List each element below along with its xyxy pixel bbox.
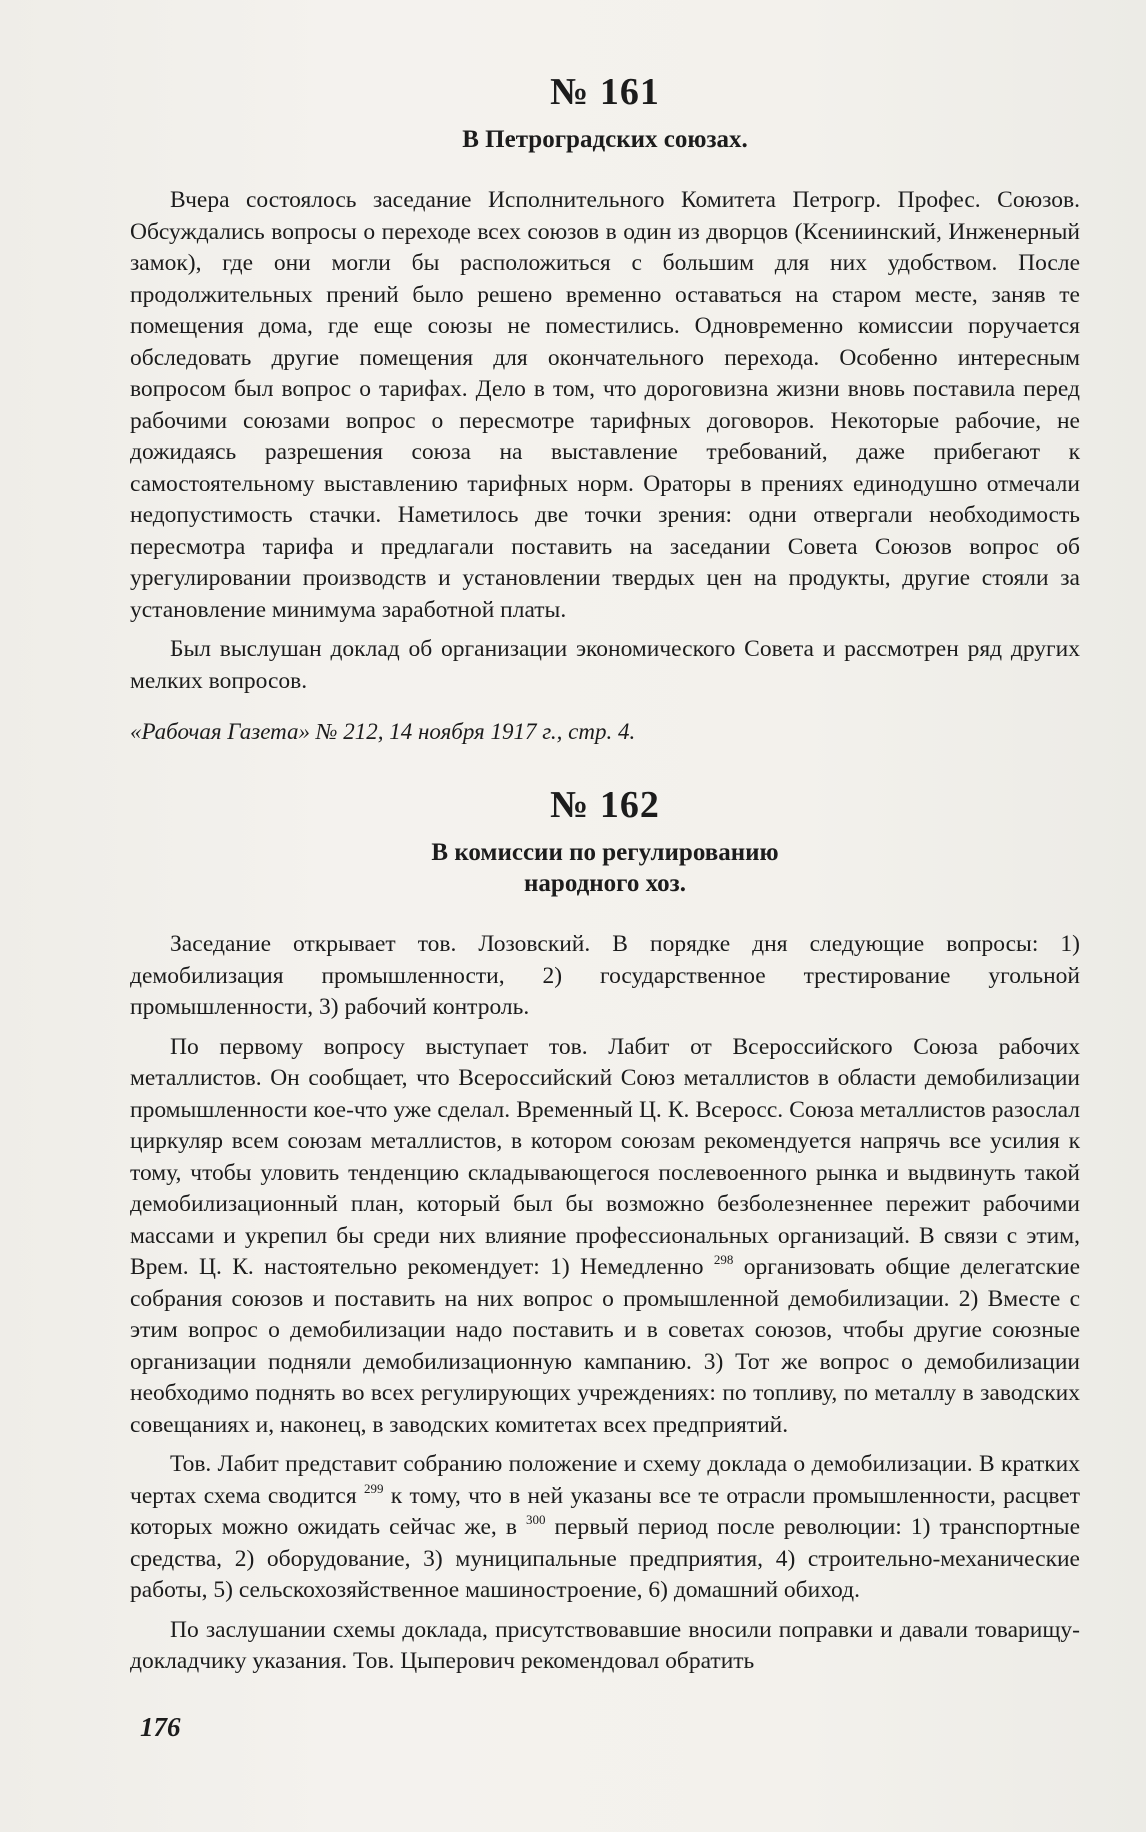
page-number: 176 <box>140 1712 181 1742</box>
doc162-paragraph-1: Заседание открывает тов. Лозовский. В порядке дня следующие вопросы: 1) демобилизация промышленности, 2) государственное трестирование угольной промышленности, 3) рабочий контроль. <box>130 931 1080 1021</box>
doc161-paragraph-1: Вчера состоялось заседание Исполнительного Комитета Петрогр. Профес. Союзов. Обсуждались вопросы о переходе всех союзов в один из дворцов (Ксениинский, Инженерный замок), где они могли бы расположиться с большим для них удобством. После продолжительных прений было решено временно оставаться на старом месте, заняв те помещения дома, где еще союзы не поместились. Одновременно комиссии поручается обследовать другие помещения для окончательного перехода. Особенно интересным вопросом был вопрос о тарифах. Дело в том, что дороговизна жизни вновь поставила перед рабочими союзами вопрос о пересмотре тарифных договоров. Некоторые рабочие, не дожидаясь разрешения союза на выставление требований, даже прибегают к самостоятельному выставлению тарифных норм. Ораторы в прениях единодушно отмечали недопустимость стачки. Наметилось две точки зрения: одни отвергали необходимость пересмотра тарифа и предлагали поставить на заседании Совета Союзов вопрос об урегулировании производств и установлении твердых цен на продукты, другие стояли за установление минимума заработной платы. <box>130 187 1080 623</box>
doc162-paragraph-3 <box>130 1449 1080 1607</box>
footnote-mark-300: 300 <box>525 1512 546 1528</box>
document-161-title: В Петроградских союзах. <box>462 125 748 153</box>
doc162-paragraph-2 <box>130 1032 1080 1442</box>
doc162-title-line-1: В комиссии по регулированию <box>431 838 779 866</box>
document-162-title <box>130 837 1080 900</box>
section-gap <box>130 747 1080 785</box>
footnote-mark-298: 298 <box>713 1252 734 1268</box>
doc162-paragraph-4: По заслушании схемы доклада, присутствовавшие вносили поправки и давали товарищу-докладчику указания. Тов. Цыперович рекомендовал обратить <box>130 1616 1080 1675</box>
doc162-paragraph-3-part-2: к тому, что в ней указаны все те отрасли промышленности, расцвет которых можно ожидать сейчас же, в <box>130 1482 1080 1541</box>
doc162-paragraph-3-part-1: Тов. Лабит представит собранию положение и схему доклада о демобилизации. В кратких чертах схема сводится <box>130 1451 1080 1509</box>
document-161-number: № 161 <box>550 71 660 113</box>
doc161-source-citation: «Рабочая Газета» № 212, 14 ноября 1917 г., стр. 4. <box>130 719 636 745</box>
doc162-paragraph-2-part-1: По первому вопросу выступает тов. Лабит от Всероссийского Союза рабочих металлистов. Он сообщает, что Всероссийский Союз металлистов в области демобилизации промышленности кое-что уже сделал. Временный Ц. К. Всеросс. Союза металлистов разослал циркуляр всем союзам металлистов, в котором союзам рекомендуется напрячь все усилия к тому, чтобы уловить тенденцию складывающегося послевоенного рынка и выдвинуть такой демобилизационный план, который был бы возможно безболезненнее пережит рабочими массами и укрепил бы среди них влияние профессиональных организаций. В связи с этим, Врем. Ц. К. настоятельно рекомендует: 1) Немедленно <box>130 1033 1080 1281</box>
page-content <box>130 72 1080 1678</box>
document-162-number: № 162 <box>550 784 660 827</box>
doc162-title-line-2: народного хоз. <box>524 870 686 898</box>
footnote-mark-299: 299 <box>363 1480 384 1496</box>
doc161-paragraph-2: Был выслушан доклад об организации экономического Совета и рассмотрен ряд других мелких вопросов. <box>130 636 1080 694</box>
doc162-paragraph-3-part-3: первый период после революции: 1) транспортные средства, 2) оборудование, 3) муниципальные предприятия, 4) строительно-механические работы, 5) сельскохозяйственное машиностроение, 6) домашний обиход. <box>130 1514 1081 1604</box>
doc162-paragraph-2-part-2: организовать общие делегатские собрания союзов и поставить на них вопрос о промышленной демобилизации. 2) Вместе с этим вопрос о демобилизации надо поставить и в советах союзов, чтобы другие союзные организации подняли демобилизационную кампанию. 3) Тот же вопрос о демобилизации необходимо поднять во всех регулирующих учреждениях: по топливу, по металлу в заводских совещаниях и, наконец, в заводских комитетах всех предприятий. <box>130 1254 1081 1438</box>
